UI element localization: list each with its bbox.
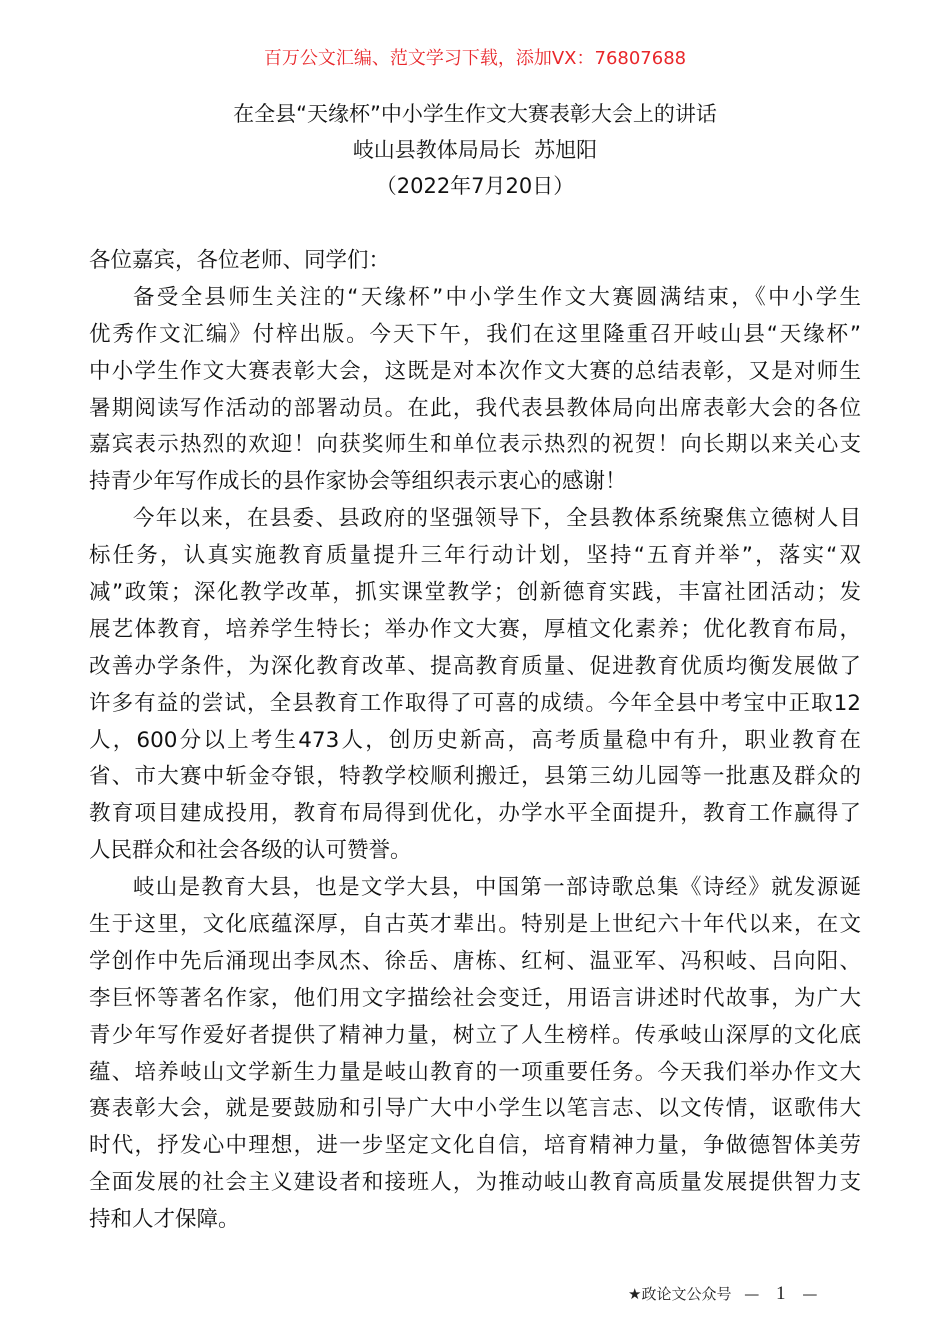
paragraph-line: 今年以来，在县委、县政府的坚强领导下，全县教体系统聚焦立德树人目 bbox=[133, 506, 861, 532]
paragraph-line: 青少年写作爱好者提供了精神力量，树立了人生榜样。传承岐山深厚的文化底 bbox=[89, 1022, 861, 1048]
paragraph-line: 人民群众和社会各级的认可赞誉。 bbox=[89, 838, 412, 864]
paragraph-line: 学创作中先后涌现出李凤杰、徐岳、唐栋、红柯、温亚军、冯积岐、吕向阳、 bbox=[89, 948, 861, 974]
paragraph-line: 标任务，认真实施教育质量提升三年行动计划，坚持“五育并举”，落实“双 bbox=[89, 543, 861, 569]
paragraph-line: 展艺体教育，培养学生特长；举办作文大赛，厚植文化素养；优化教育布局， bbox=[89, 616, 861, 642]
paragraph-line: 时代，抒发心中理想，进一步坚定文化自信，培育精神力量，争做德智体美劳 bbox=[89, 1133, 861, 1159]
paragraph-line: 许多有益的尝试，全县教育工作取得了可喜的成绩。今年全县中考宝中正取12 bbox=[89, 690, 861, 716]
paragraph-3 bbox=[89, 870, 861, 1239]
document-title: 在全县“天缘杯”中小学生作文大赛表彰大会上的讲话 bbox=[233, 102, 717, 126]
paragraph-line: 改善办学条件，为深化教育改革、提高教育质量、促进教育优质均衡发展做了 bbox=[89, 653, 861, 679]
paragraph-line: 嘉宾表示热烈的欢迎！向获奖师生和单位表示热烈的祝贺！向长期以来关心支 bbox=[89, 432, 861, 458]
paragraph-line: 岐山是教育大县，也是文学大县，中国第一部诗歌总集《诗经》就发源诞 bbox=[133, 875, 861, 901]
paragraph-line: 暑期阅读写作活动的部署动员。在此，我代表县教体局向出席表彰大会的各位 bbox=[89, 395, 861, 421]
watermark-banner: 百万公文汇编、范文学习下载，添加VX：76807688 bbox=[263, 48, 687, 69]
page-footer bbox=[628, 1282, 825, 1306]
paragraph-line: 全面发展的社会主义建设者和接班人，为推动岐山教育高质量发展提供智力支 bbox=[89, 1170, 861, 1196]
header-block bbox=[0, 96, 950, 204]
paragraph-line: 持和人才保障。 bbox=[89, 1207, 240, 1233]
paragraph-line: 蕴、培养岐山文学新生力量是岐山教育的一项重要任务。今天我们举办作文大 bbox=[89, 1059, 861, 1085]
paragraph-line: 减”政策；深化教学改革，抓实课堂教学；创新德育实践，丰富社团活动；发 bbox=[89, 580, 861, 606]
dash-left: — bbox=[744, 1285, 760, 1303]
speech-date: （2022年7月20日） bbox=[375, 174, 575, 198]
paragraph-line: 持青少年写作成长的县作家协会等组织表示衷心的感谢！ bbox=[89, 469, 627, 495]
paragraph-line: 人，600分以上考生473人，创历史新高，高考质量稳中有升，职业教育在 bbox=[89, 727, 861, 753]
paragraph-line: 省、市大赛中斩金夺银，特教学校顺利搬迁，县第三幼儿园等一批惠及群众的 bbox=[89, 764, 861, 790]
paragraph-1 bbox=[89, 280, 861, 501]
paragraph-line: 赛表彰大会，就是要鼓励和引导广大中小学生以笔言志、以文传情，讴歌伟大 bbox=[89, 1096, 861, 1122]
dash-right: — bbox=[802, 1285, 818, 1303]
paragraph-line: 备受全县师生关注的“天缘杯”中小学生作文大赛圆满结束，《中小学生 bbox=[133, 284, 861, 310]
speech-body bbox=[89, 243, 861, 1239]
star-icon: ★ bbox=[628, 1285, 642, 1303]
paragraph-2 bbox=[89, 501, 861, 870]
paragraph-line: 生于这里，文化底蕴深厚，自古英才辈出。特别是上世纪六十年代以来，在文 bbox=[89, 912, 861, 938]
paragraph-line: 教育项目建成投用，教育布局得到优化，办学水平全面提升，教育工作赢得了 bbox=[89, 801, 861, 827]
paragraph-line: 优秀作文汇编》付梓出版。今天下午，我们在这里隆重召开岐山县“天缘杯” bbox=[89, 321, 861, 347]
salutation: 各位嘉宾，各位老师、同学们： bbox=[89, 248, 391, 273]
speaker-line: 岐山县教体局局长 苏旭阳 bbox=[352, 138, 598, 162]
page-number: 1 bbox=[776, 1283, 786, 1304]
paragraph-line: 李巨怀等著名作家，他们用文字描绘社会变迁，用语言讲述时代故事，为广大 bbox=[89, 985, 861, 1011]
footer-source: 政论文公众号 bbox=[641, 1285, 732, 1303]
paragraph-line: 中小学生作文大赛表彰大会，这既是对本次作文大赛的总结表彰，又是对师生 bbox=[89, 358, 861, 384]
